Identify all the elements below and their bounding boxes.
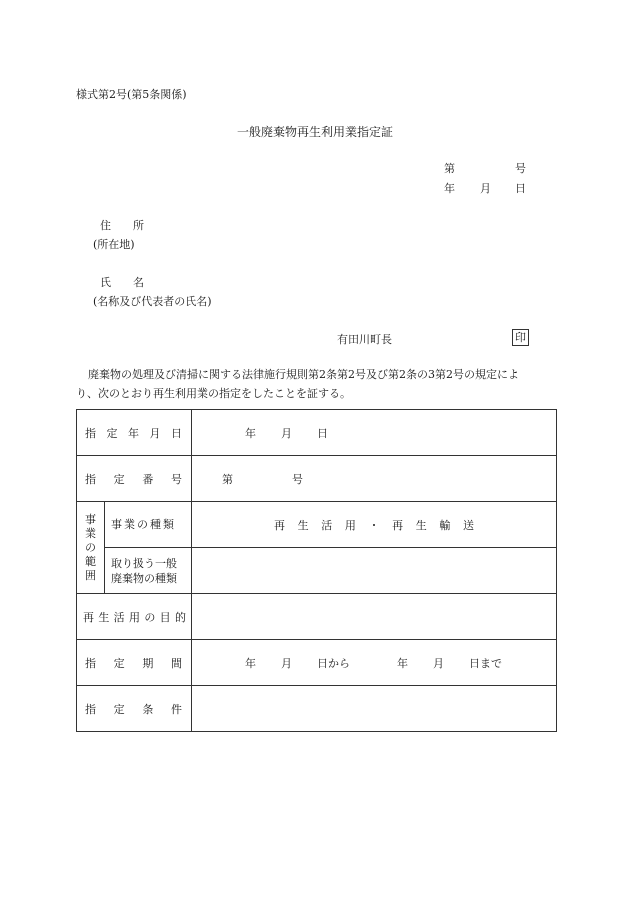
- business-type-value: 再 生 活 用 ・ 再 生 輸 送: [192, 502, 557, 548]
- document-title: 一般廃棄物再生利用業指定証: [237, 125, 394, 139]
- scope-label: 事 業 の 範 囲: [77, 502, 105, 594]
- row-designation-number: [77, 456, 557, 502]
- issue-month: 月: [480, 182, 491, 195]
- row-period: [77, 640, 557, 686]
- row-conditions: [77, 686, 557, 732]
- period-label: 指 定 期 間: [77, 640, 192, 686]
- name-sub-label: (名称及び代表者の氏名): [93, 295, 212, 308]
- issuer-name: 有田川町長: [337, 333, 392, 346]
- conditions-label: 指 定 条 件: [77, 686, 192, 732]
- purpose-value: [192, 594, 557, 640]
- issue-number-suffix: 号: [515, 162, 526, 175]
- purpose-label: 再 生 活 用 の 目 的: [77, 594, 192, 640]
- address-sub-label: (所在地): [93, 238, 135, 251]
- waste-type-value: [192, 548, 557, 594]
- certificate-table: [76, 409, 557, 732]
- address-label: 住 所: [100, 219, 144, 232]
- row-purpose: [77, 594, 557, 640]
- designation-date-value: 年 月 日: [192, 410, 557, 456]
- designation-number-value: 第 号: [192, 456, 557, 502]
- body-text-line1: 廃棄物の処理及び清掃に関する法律施行規則第2条第2号及び第2条の3第2号の規定によ: [88, 368, 519, 381]
- period-value: 年 月 日から 年 月 日まで: [192, 640, 557, 686]
- row-waste-type: [77, 548, 557, 594]
- issue-year: 年: [444, 182, 455, 195]
- seal-mark: 印: [512, 329, 529, 346]
- issue-number-prefix: 第: [444, 162, 455, 175]
- designation-number-label: 指 定 番 号: [77, 456, 192, 502]
- conditions-value: [192, 686, 557, 732]
- form-number: 様式第2号(第5条関係): [76, 88, 187, 101]
- row-designation-date: [77, 410, 557, 456]
- row-business-type: [77, 502, 557, 548]
- body-text-line2: り、次のとおり再生利用業の指定をしたことを証する。: [76, 387, 351, 400]
- name-label: 氏 名: [100, 276, 144, 289]
- designation-date-label: 指 定 年 月 日: [77, 410, 192, 456]
- business-type-label: 事業の種類: [105, 502, 192, 548]
- waste-type-label: 取り扱う一般 廃棄物の種類: [105, 548, 192, 594]
- issue-day: 日: [515, 182, 526, 195]
